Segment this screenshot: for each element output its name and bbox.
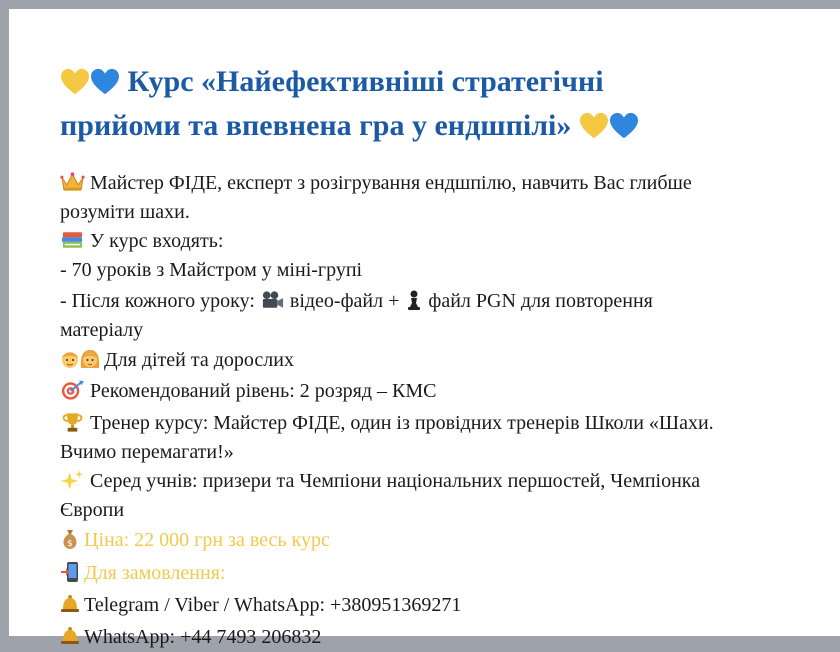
blue-heart-icon — [609, 112, 639, 140]
sparkles-icon — [60, 469, 85, 491]
contact-line-1 — [60, 591, 790, 620]
materials-prefix: - Після кожного уроку: — [60, 290, 255, 312]
books-icon — [60, 229, 85, 251]
includes-text: У курс входять: — [90, 230, 224, 252]
students-line-2: Європи — [60, 499, 125, 521]
video-camera-icon — [260, 289, 285, 311]
intro-line-2: розуміти шахи. — [60, 201, 190, 223]
course-title-line1: Курс «Найефективніші стратегічні — [127, 65, 604, 98]
level-line — [60, 377, 790, 406]
order-line — [60, 559, 790, 588]
coach-line-2: Вчимо перемагати!» — [60, 441, 234, 463]
mobile-phone-icon — [60, 561, 80, 583]
materials-pgn: файл PGN для повторення — [428, 290, 653, 312]
audience-text: Для дітей та дорослих — [104, 349, 294, 371]
students-text: Серед учнів: призери та Чемпіони національних першостей, Чемпіонка — [90, 470, 701, 492]
price-line — [60, 526, 790, 555]
bell-icon — [60, 593, 80, 615]
blue-heart-icon — [90, 68, 120, 96]
intro-line — [60, 169, 790, 198]
boy-icon — [60, 348, 80, 370]
audience-line — [60, 346, 790, 375]
intro-text: Майстер ФІДЕ, експерт з розігрування ендшпілю, навчить Вас глибше — [90, 172, 692, 194]
trophy-icon — [60, 411, 85, 433]
course-item-materials-line-2: матеріалу — [60, 319, 144, 341]
includes-heading — [60, 227, 790, 256]
students-line — [60, 467, 790, 496]
contact-text-1: Telegram / Viber / WhatsApp: +380951369271 — [84, 594, 462, 616]
course-title — [60, 60, 760, 148]
money-bag-icon — [60, 528, 80, 550]
level-text: Рекомендований рівень: 2 розряд – КМС — [90, 380, 437, 402]
course-item-materials — [60, 287, 790, 316]
svg-text:$: $ — [67, 539, 73, 549]
girl-icon — [80, 348, 100, 370]
document-page — [9, 9, 840, 648]
course-title-line2: прийоми та впевнена гра у ендшпілі» — [60, 109, 572, 142]
window-frame-left — [0, 0, 9, 646]
price-text: Ціна: 22 000 грн за весь курс — [84, 529, 330, 551]
yellow-heart-icon — [579, 112, 609, 140]
crown-icon — [60, 171, 85, 193]
window-frame-top — [0, 0, 840, 9]
chess-pawn-icon — [404, 289, 424, 311]
contact-line-2 — [60, 623, 790, 652]
coach-line — [60, 409, 790, 438]
order-text: Для замовлення: — [84, 562, 226, 584]
materials-video: відео-файл + — [289, 290, 400, 312]
course-item-lessons: - 70 уроків з Майстром у міні-групі — [60, 259, 363, 281]
contact-text-2: WhatsApp: +44 7493 206832 — [84, 626, 322, 648]
yellow-heart-icon — [60, 68, 90, 96]
target-icon — [60, 379, 85, 401]
bell-icon — [60, 625, 80, 647]
coach-text: Тренер курсу: Майстер ФІДЕ, один із провідних тренерів Школи «Шахи. — [90, 412, 714, 434]
